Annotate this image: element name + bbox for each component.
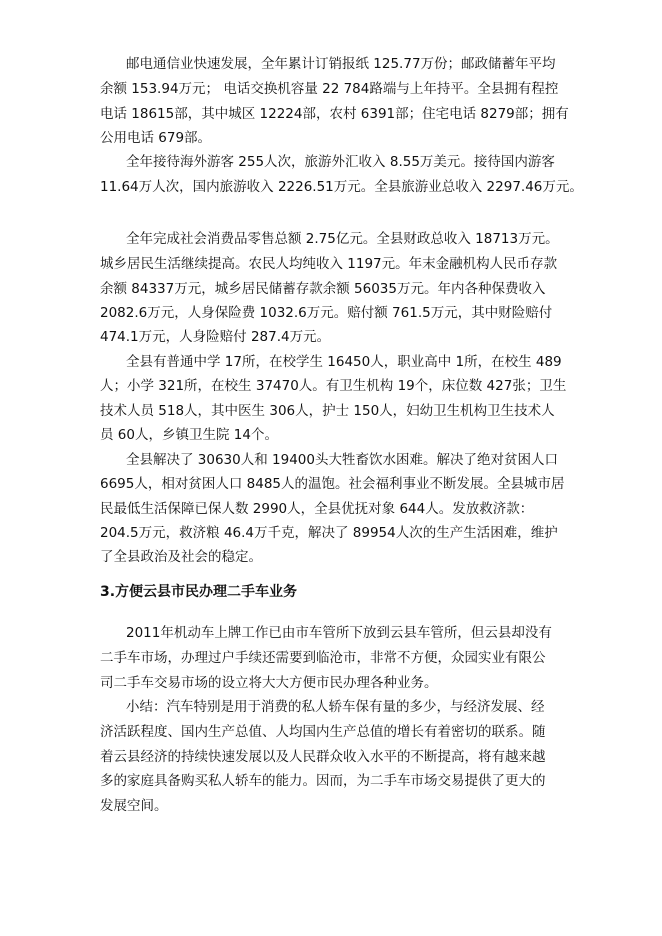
paragraph-market-line-1: 2011年机动车上牌工作已由市车管所下放到云县车管所，但云县却没有 (126, 625, 552, 641)
paragraph-summary-line-3: 着云县经济的持续快速发展以及人民群众收入水平的不断提高，将有越来越 (100, 749, 546, 765)
paragraph-finance-line-2: 城乡居民生活继续提高。农民人均纯收入 1197元。年末金融机构人民币存款 (100, 256, 558, 272)
paragraph-welfare-line-5: 了全县政治及社会的稳定。 (100, 549, 262, 565)
paragraph-education-line-2: 人；小学 321所，在校生 37470人。有卫生机构 19个，床位数 427张；卫生 (100, 378, 567, 394)
paragraph-tourism-line-1: 全年接待海外游客 255人次，旅游外汇收入 8.55万美元。接待国内游客 (126, 154, 555, 170)
paragraph-summary-line-4: 多的家庭具备购买私人轿车的能力。因而，为二手车市场交易提供了更大的 (100, 773, 546, 789)
paragraph-finance-line-4: 2082.6万元，人身保险费 1032.6万元。赔付额 761.5万元，其中财险赔付 (100, 305, 553, 321)
paragraph-finance-line-3: 余额 84337万元，城乡居民储蓄存款余额 56035万元。年内各种保费收入 (100, 281, 546, 297)
paragraph-welfare-line-2: 6695人，相对贫困人口 8485人的温饱。社会福利事业不断发展。全县城市居 (100, 476, 565, 492)
paragraph-welfare-line-1: 全县解决了 30630人和 19400头大牲畜饮水困难。解决了绝对贫困人口 (126, 452, 558, 468)
paragraph-education-line-4: 员 60人，乡镇卫生院 14个。 (100, 427, 278, 443)
section-heading: 3.方便云县市民办理二手车业务 (100, 584, 298, 600)
paragraph-telecom-line-3: 电话 18615部，其中城区 12224部，农村 6391部；住宅电话 8279部；拥有 (100, 106, 569, 122)
paragraph-summary-line-5: 发展空间。 (100, 798, 168, 814)
paragraph-finance-line-1: 全年完成社会消费品零售总额 2.75亿元。全县财政总收入 18713万元。 (126, 231, 559, 247)
paragraph-telecom-line-2: 余额 153.94万元； 电话交换机容量 22 784路端与上年持平。全县拥有程控 (100, 81, 559, 97)
paragraph-finance-line-5: 474.1万元，人身险赔付 287.4万元。 (100, 329, 331, 345)
paragraph-summary-line-2: 济活跃程度、国内生产总值、人均国内生产总值的增长有着密切的联系。随 (100, 724, 546, 740)
paragraph-education-line-1: 全县有普通中学 17所，在校学生 16450人，职业高中 1所，在校生 489 (126, 354, 562, 370)
paragraph-telecom-line-1: 邮电通信业快速发展，全年累计订销报纸 125.77万份；邮政储蓄年平均 (126, 56, 556, 72)
paragraph-market-line-3: 司二手车交易市场的设立将大大方便市民办理各种业务。 (100, 675, 438, 691)
paragraph-welfare-line-3: 民最低生活保障已保人数 2990人，全县优抚对象 644人。发放救济款： (100, 501, 534, 517)
paragraph-market-line-2: 二手车市场，办理过户手续还需要到临沧市，非常不方便，众园实业有限公 (100, 650, 546, 666)
paragraph-tourism-line-2: 11.64万人次，国内旅游收入 2226.51万元。全县旅游业总收入 2297.46万元。 (100, 179, 583, 195)
paragraph-welfare-line-4: 204.5万元，救济粮 46.4万千克，解决了 89954人次的生产生活困难，维护 (100, 525, 558, 541)
paragraph-telecom-line-4: 公用电话 679部。 (100, 130, 212, 146)
paragraph-summary-line-1: 小结：汽车特别是用于消费的私人轿车保有量的多少，与经济发展、经 (126, 699, 545, 715)
paragraph-education-line-3: 技术人员 518人，其中医生 306人，护士 150人，妇幼卫生机构卫生技术人 (100, 403, 555, 419)
